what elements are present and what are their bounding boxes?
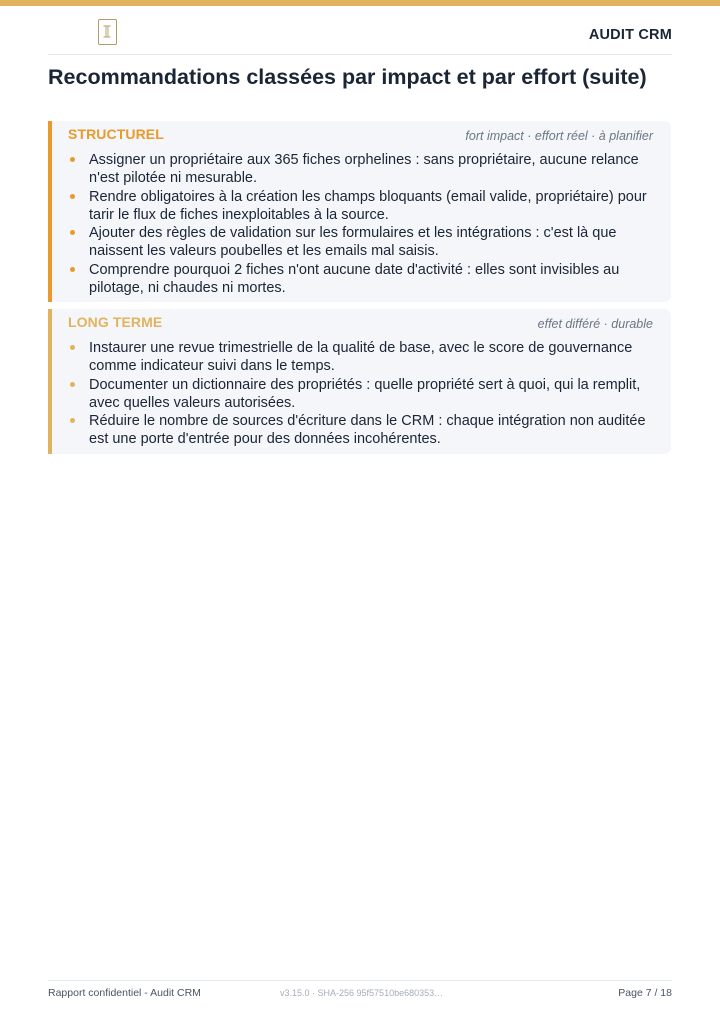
item-text: Documenter un dictionnaire des propriétés : quelle propriété sert à quoi, qui la remplit, avec quelles valeurs autorisées. xyxy=(89,376,641,411)
bullet-icon xyxy=(70,418,75,423)
section-label: STRUCTUREL xyxy=(68,126,164,142)
bullet-icon xyxy=(70,382,75,387)
item-text: Réduire le nombre de sources d'écriture dans le CRM : chaque intégration non auditée est une porte d'entrée pour des données incohérentes. xyxy=(89,413,646,448)
item-text: Ajouter des règles de validation sur les formulaires et les intégrations : c'est là que naissent les valeurs poubelles et les emails mal saisis. xyxy=(89,225,617,260)
section-header xyxy=(68,126,653,146)
page-title: Recommandations classées par impact et par effort (suite) xyxy=(48,65,647,89)
item-text: Rendre obligatoires à la création les champs bloquants (email valide, propriétaire) pour tarir le flux de fiches inexploitables à la source. xyxy=(89,188,647,223)
column-pillar-icon xyxy=(98,19,117,45)
recommendation-list xyxy=(68,339,658,449)
section-card-long-terme xyxy=(48,309,671,454)
list-item xyxy=(68,339,658,376)
bullet-icon xyxy=(70,267,75,272)
footer-version-hash: v3.15.0 · SHA-256 95f57510be680353… xyxy=(280,988,444,998)
bullet-icon xyxy=(70,194,75,199)
bullet-icon xyxy=(70,230,75,235)
item-text: Instaurer une revue trimestrielle de la qualité de base, avec le score de gouvernance comme indicateur suivi dans le temps. xyxy=(89,340,633,375)
footer-page-number: Page 7 / 18 xyxy=(618,987,672,999)
section-tag: effet différé · durable xyxy=(537,317,653,331)
list-item xyxy=(68,224,658,261)
header-divider xyxy=(48,54,672,55)
recommendation-list xyxy=(68,151,658,297)
list-item xyxy=(68,412,658,449)
section-label: LONG TERME xyxy=(68,314,163,330)
list-item xyxy=(68,188,658,225)
section-tag: fort impact · effort réel · à planifier xyxy=(465,129,653,143)
list-item xyxy=(68,151,658,188)
list-item xyxy=(68,261,658,298)
footer-confidential-note: Rapport confidentiel - Audit CRM xyxy=(48,987,201,999)
section-card-structurel xyxy=(48,121,671,302)
item-text: Assigner un propriétaire aux 365 fiches orphelines : sans propriétaire, aucune relance n'est pilotée ni mesurable. xyxy=(89,152,639,187)
bullet-icon xyxy=(70,345,75,350)
item-text: Comprendre pourquoi 2 fiches n'ont aucune date d'activité : elles sont invisibles au pilotage, ni chaudes ni mortes. xyxy=(89,261,620,297)
section-header xyxy=(68,314,653,334)
top-accent-bar xyxy=(0,0,720,6)
list-item xyxy=(68,376,658,413)
footer-divider xyxy=(48,980,672,981)
header-brand: AUDIT CRM xyxy=(588,27,672,43)
bullet-icon xyxy=(70,157,75,162)
